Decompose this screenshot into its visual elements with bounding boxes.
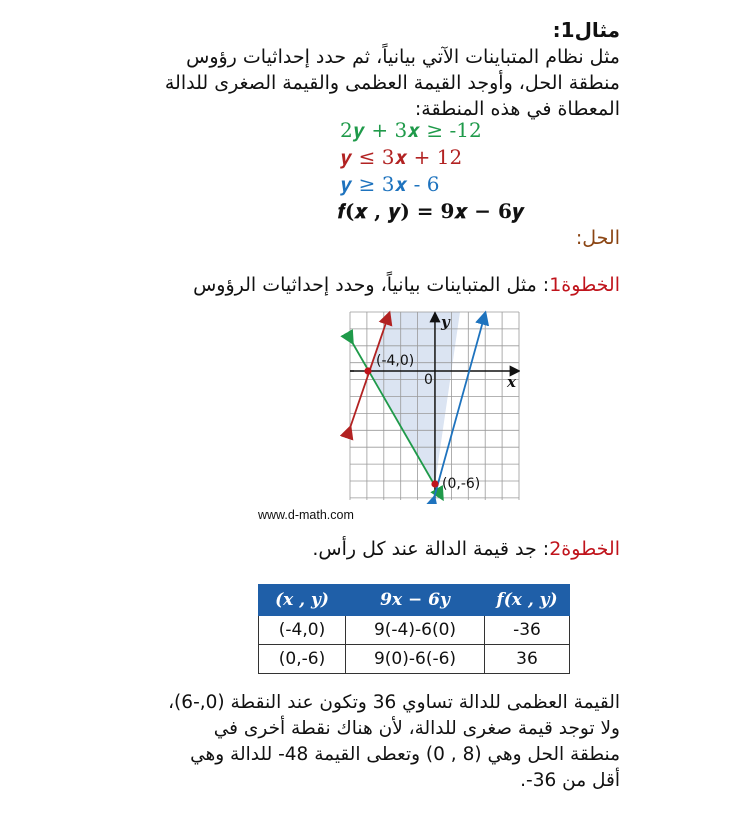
table-header-row	[259, 585, 570, 616]
step1-text: : مثل المتباينات بيانياً، وحدد إحداثيات الرؤوس	[193, 274, 550, 296]
x-axis-label: x	[507, 373, 516, 391]
table-cell: 36	[485, 645, 570, 674]
step1-heading	[193, 272, 620, 298]
table-header-expression: 9𝒙 − 6𝒚	[346, 585, 485, 616]
vertex-value-table	[258, 584, 570, 674]
watermark: www.d-math.com	[258, 508, 354, 522]
inequality-3: 𝒚 ≥ 3𝒙 - 6	[340, 172, 440, 196]
step1-label: الخطوة1	[549, 274, 620, 296]
conclusion-line-2: ولا توجد قيمة صغرى للدالة، لأن هناك نقطة أخرى في	[213, 718, 620, 739]
table-cell: 9(-4)-6(0)	[346, 616, 485, 645]
vertex-point-1	[364, 367, 371, 374]
step2-label: الخطوة2	[549, 538, 620, 560]
y-axis-label: y	[441, 313, 450, 331]
inequality-1: 2𝒚 + 3𝒙 ≥ -12	[340, 118, 482, 142]
conclusion-line-1: القيمة العظمى للدالة تساوي 36 وتكون عند النقطة (0,-6)،	[168, 692, 620, 713]
vertex-label-1: (-4,0)	[376, 353, 415, 369]
table-cell: (0,-6)	[259, 645, 346, 674]
problem-line-1: مثل نظام المتباينات الآتي بيانياً، ثم حدد إحداثيات رؤوس	[186, 46, 620, 68]
conclusion-line-3: منطقة الحل وهي (8 , 0) وتعطى القيمة 48- للدالة وهي	[190, 744, 620, 765]
step2-heading	[312, 536, 620, 562]
objective-function: 𝒇(𝒙 , 𝒚) = 9𝒙 − 6𝒚	[338, 199, 525, 223]
problem-line-2: منطقة الحل، وأوجد القيمة العظمى والقيمة الصغرى للدالة	[164, 72, 620, 94]
problem-line-3: المعطاة في هذه المنطقة:	[414, 98, 620, 120]
step2-text: : جد قيمة الدالة عند كل رأس.	[312, 538, 550, 560]
table-header-value: 𝒇(𝒙 , 𝒚)	[485, 585, 570, 616]
example-title: مثال1:	[552, 18, 620, 42]
table-cell: (-4,0)	[259, 616, 346, 645]
vertex-point-2	[431, 480, 438, 487]
inequality-2: 𝒚 ≤ 3𝒙 + 12	[340, 145, 463, 169]
inequality-graph	[340, 308, 520, 504]
table-row	[259, 616, 570, 645]
table-header-point: (𝒙 , 𝒚)	[259, 585, 346, 616]
solution-label: الحل:	[575, 227, 620, 249]
conclusion-line-4: أقل من 36-.	[520, 770, 620, 791]
table-row	[259, 645, 570, 674]
table-cell: -36	[485, 616, 570, 645]
vertex-label-2: (0,-6)	[442, 476, 481, 492]
origin-label: 0	[424, 372, 433, 388]
table-cell: 9(0)-6(-6)	[346, 645, 485, 674]
